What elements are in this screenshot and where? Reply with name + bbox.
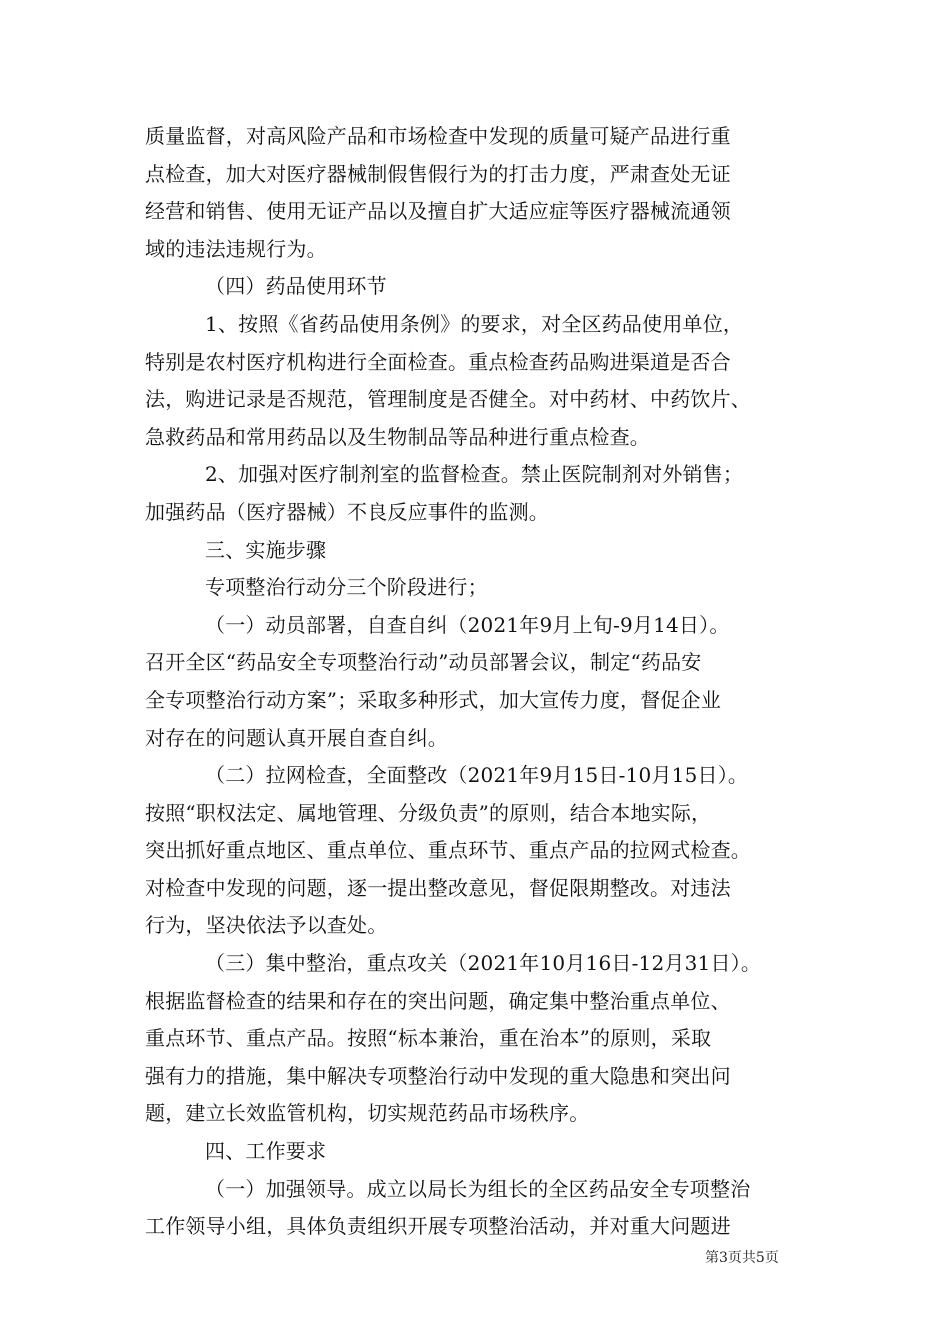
text-line: 重点环节、重点产品。按照“标本兼治，重在治本”的原则，采取 xyxy=(145,1026,712,1051)
text-line: 工作领导小组，具体负责组织开展专项整治活动，并对重大问题进 xyxy=(145,1214,731,1239)
text-line: 按照“职权法定、属地管理、分级负责”的原则，结合本地实际， xyxy=(145,800,712,825)
text-line: （一）加强领导。成立以局长为组长的全区药品安全专项整治 xyxy=(205,1176,751,1201)
text-line: 对存在的问题认真开展自查自纠。 xyxy=(145,725,448,750)
text-line: 对检查中发现的问题，逐一提出整改意见，督促限期整改。对违法 xyxy=(145,875,731,900)
text-line: 根据监督检查的结果和存在的突出问题，确定集中整治重点单位、 xyxy=(145,988,731,1013)
text-line: 三、实施步骤 xyxy=(205,537,327,562)
page-number-footer: 第3页共5页 xyxy=(705,1250,779,1266)
text-line: 2、加强对医疗制剂室的监督检查。禁止医院制剂对外销售； xyxy=(205,462,744,487)
text-line: 质量监督，对高风险产品和市场检查中发现的质量可疑产品进行重 xyxy=(145,124,731,148)
text-line: 行为，坚决依法予以查处。 xyxy=(145,913,388,938)
document-body xyxy=(145,118,835,1246)
text-line: 强有力的措施，集中解决专项整治行动中发现的重大隐患和突出问 xyxy=(145,1063,731,1088)
text-line: 1、按照《省药品使用条例》的要求，对全区药品使用单位， xyxy=(205,311,744,336)
text-line: 题，建立长效监管机构，切实规范药品市场秩序。 xyxy=(145,1101,590,1126)
text-line: 全专项整治行动方案”；采取多种形式，加大宣传力度，督促企业 xyxy=(145,687,722,712)
text-line: 专项整治行动分三个阶段进行； xyxy=(205,575,488,600)
text-line: 召开全区“药品安全专项整治行动”动员部署会议，制定“药品安 xyxy=(145,650,702,675)
text-line: 四、工作要求 xyxy=(205,1139,327,1164)
text-line: 加强药品（医疗器械）不良反应事件的监测。 xyxy=(145,499,549,524)
text-line: 点检查，加大对医疗器械制假售假行为的打击力度，严肃查处无证 xyxy=(145,161,731,186)
text-line: 特别是农村医疗机构进行全面检查。重点检查药品购进渠道是否合 xyxy=(145,349,731,374)
text-line: 突出抓好重点地区、重点单位、重点环节、重点产品的拉网式检查。 xyxy=(145,838,751,863)
text-line: （四）药品使用环节 xyxy=(205,274,387,299)
text-line: 法，购进记录是否规范，管理制度是否健全。对中药材、中药饮片、 xyxy=(145,387,751,412)
text-line: 经营和销售、使用无证产品以及擅自扩大适应症等医疗器械流通领 xyxy=(145,199,731,224)
text-line: （二）拉网检查，全面整改（2021年9月15日-10月15日）。 xyxy=(205,763,749,788)
text-line: 域的违法违规行为。 xyxy=(145,236,327,261)
text-line: （一）动员部署，自查自纠（2021年9月上旬-9月14日）。 xyxy=(205,612,730,637)
text-line: 急救药品和常用药品以及生物制品等品种进行重点检查。 xyxy=(145,424,650,449)
text-line: （三）集中整治，重点攻关（2021年10月16日-12月31日）。 xyxy=(205,951,762,976)
